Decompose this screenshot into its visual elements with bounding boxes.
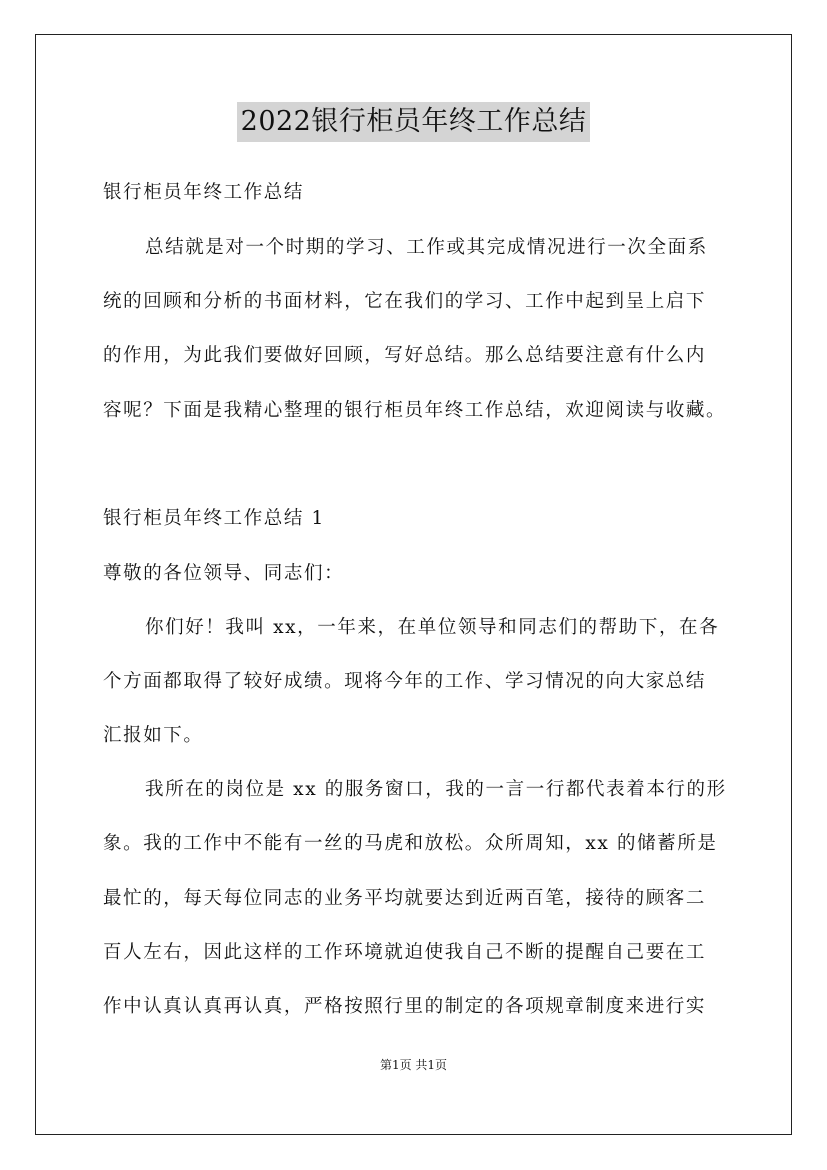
paragraph-line: 作中认真认真再认真，严格按照行里的制定的各项规章制度来进行实 [103, 996, 707, 1017]
document-title: 2022银行柜员年终工作总结 [237, 102, 591, 142]
page-footer: 第1页 共1页 [379, 1058, 448, 1072]
paragraph-line: 容呢？下面是我精心整理的银行柜员年终工作总结，欢迎阅读与收藏。 [103, 400, 727, 421]
salutation-line: 尊敬的各位领导、同志们： [103, 563, 345, 584]
paragraph-line: 总结就是对一个时期的学习、工作或其完成情况进行一次全面系 [145, 237, 708, 258]
paragraph-line: 我所在的岗位是 xx 的服务窗口，我的一言一行都代表着本行的形 [145, 779, 727, 800]
subtitle-line: 银行柜员年终工作总结 [103, 182, 305, 203]
paragraph-line: 百人左右，因此这样的工作环境就迫使我自己不断的提醒自己要在工 [103, 942, 707, 963]
section-heading: 银行柜员年终工作总结 1 [103, 508, 325, 529]
paragraph-line: 汇报如下。 [103, 725, 204, 746]
paragraph-line: 最忙的，每天每位同志的业务平均就要达到近两百笔，接待的顾客二 [103, 888, 707, 909]
title-container [0, 102, 827, 142]
paragraph-line: 象。我的工作中不能有一丝的马虎和放松。众所周知，xx 的储蓄所是 [103, 833, 718, 854]
paragraph-line: 个方面都取得了较好成绩。现将今年的工作、学习情况的向大家总结 [103, 671, 707, 692]
paragraph-line: 统的回顾和分析的书面材料，它在我们的学习、工作中起到呈上启下 [103, 291, 707, 312]
paragraph-line: 的作用，为此我们要做好回顾，写好总结。那么总结要注意有什么内 [103, 345, 707, 366]
paragraph-line: 你们好！我叫 xx，一年来，在单位领导和同志们的帮助下，在各 [145, 617, 720, 638]
